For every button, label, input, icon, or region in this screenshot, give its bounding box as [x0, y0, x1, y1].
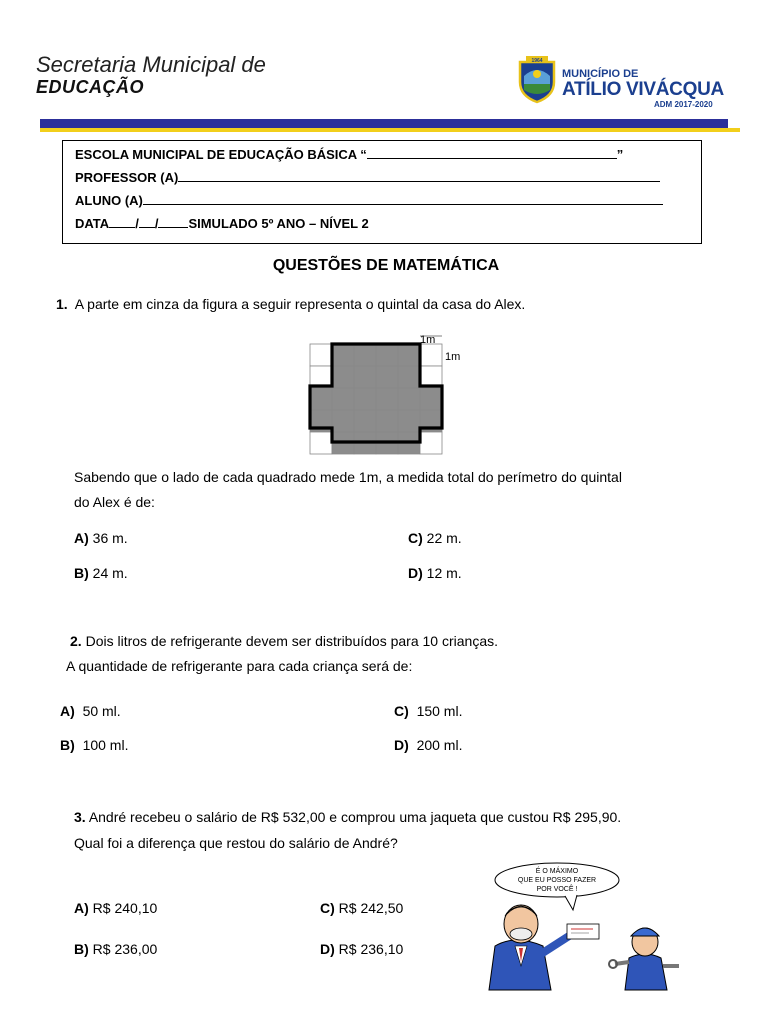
grid-square [420, 344, 442, 366]
teacher-line [75, 169, 660, 185]
secretaria-text: Secretaria Municipal de [36, 52, 266, 77]
teacher-field[interactable] [178, 169, 660, 182]
student-line [75, 192, 663, 208]
grid-square [398, 344, 420, 366]
speech-line-3: POR VOCÊ ! [536, 886, 578, 893]
student-field[interactable] [143, 192, 663, 205]
date-slash-1: / [135, 216, 139, 231]
municipio-label: MUNICÍPIO DE [562, 68, 639, 80]
q2-option-c[interactable]: C) 150 ml. [394, 703, 463, 719]
q3-statement [74, 809, 621, 825]
grid-square [398, 410, 420, 432]
q2-text: Dois litros de refrigerante devem ser distribuídos para 10 crianças. [85, 633, 498, 649]
grid-square [332, 388, 354, 410]
teacher-label: PROFESSOR (A) [75, 170, 179, 185]
educacao-text: EDUCAÇÃO [36, 77, 145, 97]
date-line [75, 215, 369, 231]
q2-statement [70, 633, 498, 649]
q3-text: André recebeu o salário de R$ 532,00 e comprou uma jaqueta que custou R$ 295,90. [88, 809, 622, 825]
date-year-field[interactable] [158, 215, 188, 228]
school-label: ESCOLA MUNICIPAL DE EDUCAÇÃO BÁSICA “ [75, 147, 367, 162]
q3-number: 3. [74, 809, 86, 825]
q1-option-b[interactable]: B) 24 m. [74, 565, 128, 581]
q1-option-c[interactable]: C) 22 m. [408, 530, 462, 546]
salary-cartoon [485, 862, 695, 992]
section-title: QUESTÕES DE MATEMÁTICA [272, 257, 500, 274]
grid-square [354, 366, 376, 388]
grid-square [332, 366, 354, 388]
speech-line-1: É O MÁXIMO [535, 868, 579, 875]
grid-square [310, 388, 332, 410]
student-info-box [62, 140, 702, 244]
q2-option-b[interactable]: B) 100 ml. [60, 737, 129, 753]
q3-line2: Qual foi a diferença que restou do salário de André? [74, 835, 398, 851]
date-day-field[interactable] [109, 215, 135, 228]
date-slash-2: / [154, 216, 159, 231]
q3-option-a[interactable]: A) R$ 240,10 [74, 900, 158, 916]
vertical-unit-label: 1m [445, 351, 461, 363]
grid-square [376, 366, 398, 388]
q2-option-a[interactable]: A) 50 ml. [60, 703, 121, 719]
q1-statement [56, 296, 525, 312]
grid-square [398, 366, 420, 388]
school-close-quote: ” [616, 147, 624, 162]
grid-square [332, 410, 354, 432]
q2-line2: A quantidade de refrigerante para cada criança será de: [66, 658, 413, 674]
grid-square [376, 344, 398, 366]
grid-square [354, 388, 376, 410]
grid-square [332, 344, 354, 366]
date-label: DATA [75, 216, 110, 231]
municipio-name: ATÍLIO VIVÁCQUA [562, 79, 724, 100]
school-field[interactable] [367, 146, 617, 159]
q2-option-d[interactable]: D) 200 ml. [394, 737, 463, 753]
q1-option-d[interactable]: D) 12 m. [408, 565, 462, 581]
logo-year: 1964 [531, 58, 543, 64]
grid-square [420, 432, 442, 454]
backyard-grid-figure [300, 330, 470, 460]
speech-line-2: QUE EU POSSO FAZER [517, 877, 597, 884]
grid-square [398, 388, 420, 410]
grid-square [420, 388, 442, 410]
grid-square [354, 410, 376, 432]
grid-square [376, 388, 398, 410]
date-month-field[interactable] [139, 215, 155, 228]
municipal-logo [514, 54, 560, 104]
grid-square [310, 344, 332, 366]
simulado-label: SIMULADO 5º ANO – NÍVEL 2 [188, 216, 369, 231]
school-line [75, 146, 623, 162]
q1-number: 1. [56, 296, 68, 312]
q1-body-line1: Sabendo que o lado de cada quadrado mede 1m, a medida total do perímetro do quintal [74, 469, 622, 485]
q1-option-a[interactable]: A) 36 m. [74, 530, 128, 546]
administration-label: ADM 2017-2020 [654, 100, 713, 109]
header-yellow-bar [40, 128, 740, 132]
horizontal-unit-label: 1m [420, 334, 436, 346]
q3-option-d[interactable]: D) R$ 236,10 [320, 941, 404, 957]
q3-option-c[interactable]: C) R$ 242,50 [320, 900, 404, 916]
q3-option-b[interactable]: B) R$ 236,00 [74, 941, 158, 957]
header-blue-bar [40, 119, 728, 128]
grid-square [354, 344, 376, 366]
q1-text: A parte em cinza da figura a seguir representa o quintal da casa do Alex. [74, 296, 526, 312]
q1-body-line2: do Alex é de: [74, 494, 155, 510]
grid-square [376, 410, 398, 432]
student-label: ALUNO (A) [75, 193, 143, 208]
grid-square [310, 432, 332, 454]
q2-number: 2. [70, 633, 82, 649]
